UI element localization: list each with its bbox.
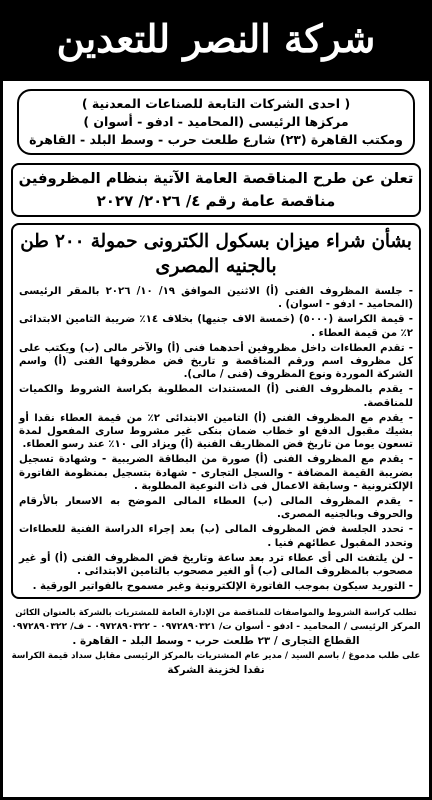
footer-line: القطاع التجارى / ٢٣ طلعت حرب - وسط البلد - القاهرة . bbox=[72, 635, 360, 648]
term-item: - يقدم المظروف المالى (ب) العطاء المالى الموضح به الاسعار بالأرقام والحروف وبالجنيه المصرى. bbox=[19, 496, 413, 521]
footer-line: تطلب كراسة الشروط والمواصفات للمناقصة من الإدارة العامة للمشتريات بالشركة بالعنوان الكائن bbox=[15, 607, 417, 618]
company-header bbox=[3, 3, 429, 81]
tender-details-box bbox=[11, 223, 421, 599]
term-item: - تحدد الجلسة فض المظروف المالى (ب) بعد إجراء الدراسة الفنية للعطاءات وتحدد المقبول عطائهم فنيا . bbox=[19, 524, 413, 549]
affiliation-line: ( احدى الشركات التابعة للصناعات المعدنية ) bbox=[81, 96, 351, 111]
subject-line: بشأن شراء ميزان بسكول الكترونى حمولة ٢٠٠ طن bbox=[20, 231, 412, 252]
announcement-box bbox=[11, 163, 421, 217]
footer-line: على طلب مدموغ / باسم السيد / مدير عام المشتريات بالمركز الرئيسى مقابل سداد قيمة الكراسة bbox=[11, 650, 421, 661]
term-item: - تقدم العطاءات داخل مظروفين أحدهما فنى (أ) والآخر مالى (ب) ويكتب على كل مظروف اسم ورقم المناقصة و تاريخ فض مظروفها الفنى (أ) واسم الشركة الموردة ونوع المظروف (فنى / مالى). bbox=[19, 342, 413, 381]
announcement-line: تعلن عن طرح المناقصة العامة الآتية بنظام المظروفين bbox=[18, 170, 414, 187]
affiliation-line: ومكتب القاهرة (٢٣) شارع طلعت حرب - وسط البلد - القاهرة bbox=[29, 132, 403, 147]
affiliation-box bbox=[17, 89, 415, 155]
footer-line: نقدا لخزينة الشركة bbox=[167, 664, 265, 677]
footer-instructions bbox=[11, 605, 421, 678]
footer-line: المركز الرئيسى / المحاميد - ادفو - أسوان ت/ ٠٩٧٢٨٩٠٣٢١ - ٠٩٧٢٨٩٠٣٢٢ - ف/ ٠٩٧٢٨٩٠٣٢٢ bbox=[11, 621, 421, 632]
term-item: - جلسة المظروف الفنى (أ) الاثنين الموافق ١٩/ ١٠/ ٢٠٢٦ بالمقر الرئيسى (المحاميد - ادفو - اسوان) . bbox=[19, 286, 413, 311]
term-item: - يقدم مع المظروف الفنى (أ) التامين الابتدائى ٢٪ من قيمة العطاء نقدا أو بشيك مقبول الدفع او خطاب ضمان بنكى غير مشروط سارى المفعول لمدة تسعون يوما من تاريخ فض المظاريف الفنية (أ) ويزاد الى ١٠٪ عند رسو العطاء. bbox=[19, 412, 413, 451]
tender-terms bbox=[19, 285, 413, 593]
term-item: - يقدم بالمظروف الفنى (أ) المستندات المطلوبة بكراسة الشروط والكميات للمناقصة. bbox=[19, 384, 413, 409]
affiliation-line: مركزها الرئيسى (المحاميد - ادفو - أسوان ) bbox=[83, 114, 349, 129]
company-name: شركة النصر للتعدين bbox=[56, 16, 376, 61]
term-item: - قيمة الكراسة (٥٠٠٠) (خمسة الاف جنيها) بخلاف ١٤٪ ضريبة التامين الابتدائى ٢٪ من قيمة العطاء . bbox=[19, 314, 413, 339]
tender-subject bbox=[19, 229, 413, 279]
term-item: - لن يلتفت الى أى عطاء ترد بعد ساعة وتاريخ فض المظروف الفنى (أ) أو غير مصحوب بالمظروف المالى (ب) أو الغير مصحوب بالتامين الابتدائى . bbox=[19, 552, 413, 578]
term-item: - التوريد سيكون بموجب الفاتورة الإلكترونية وغير مسموح بالفواتير الورقية . bbox=[32, 581, 413, 593]
term-item: - يقدم مع المظروف الفنى (أ) صورة من البطاقة الضريبية - وشهادة تسجيل بضريبة القيمة المضافة - والسجل التجارى - شهادة بتسجيل بمنظومة الفاتورة الإلكترونية - وسابقة الاعمال فى ذات النوعية المطلوبة . bbox=[19, 454, 413, 492]
tender-number: مناقصة عامة رقم ٤/ ٢٠٢٦/ ٢٠٢٧ bbox=[96, 192, 336, 210]
subject-currency: بالجنيه المصرى bbox=[155, 255, 277, 277]
